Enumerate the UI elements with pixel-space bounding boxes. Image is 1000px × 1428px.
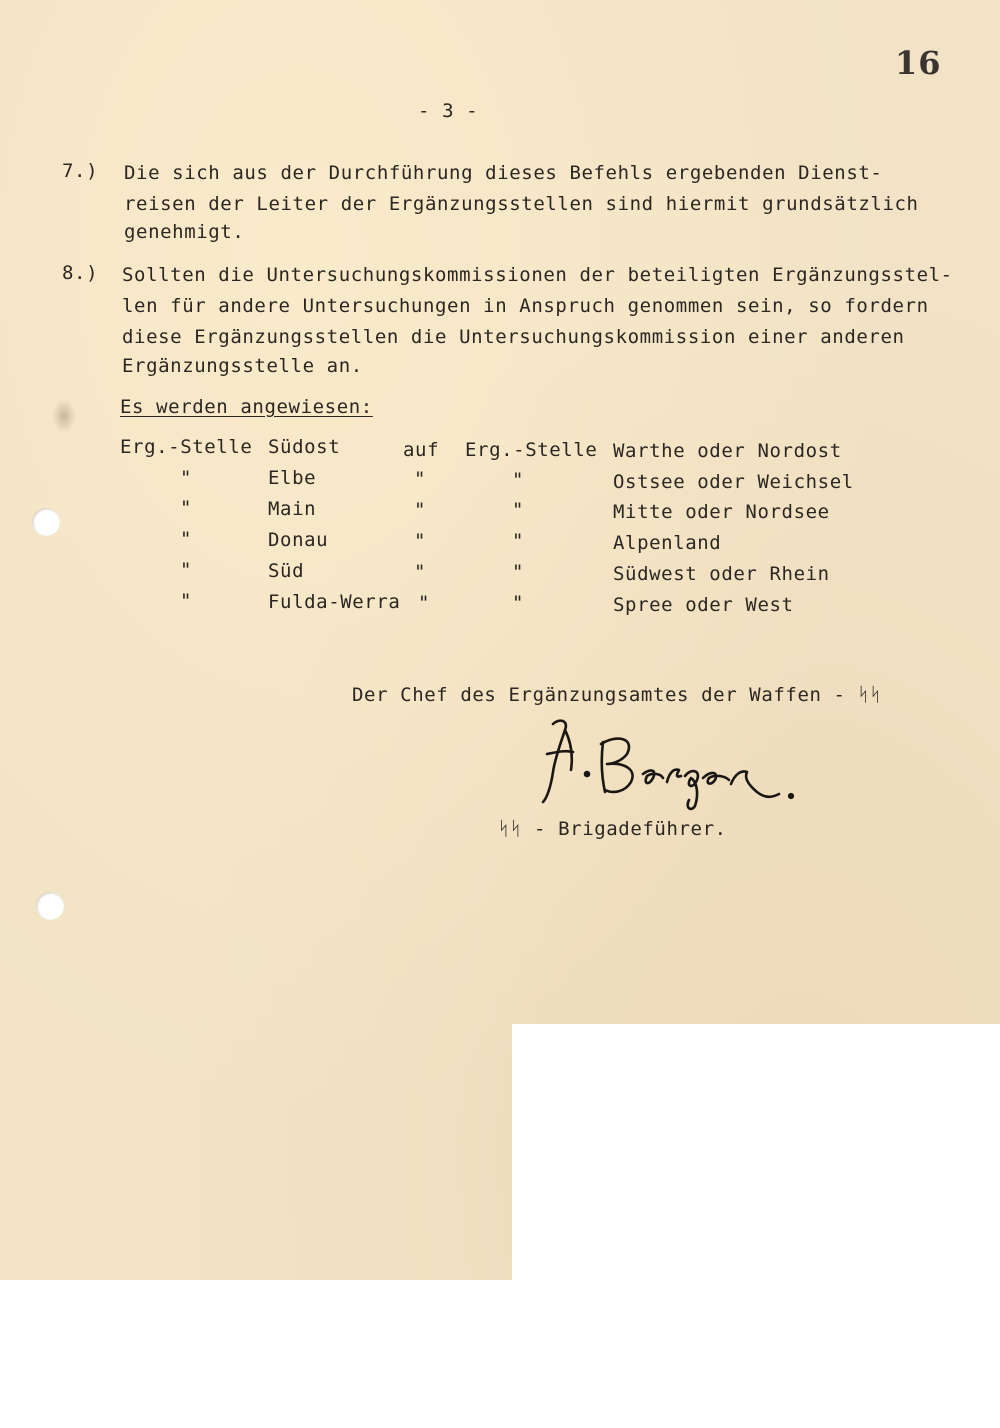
assignment-cell: " — [180, 590, 193, 612]
item-line: reisen der Leiter der Ergänzungsstellen sind hiermit grundsätzlich — [124, 193, 919, 215]
item-line: Die sich aus der Durchführung dieses Befehls ergebenden Dienst- — [124, 162, 883, 184]
assignment-cell: Spree oder West — [613, 594, 794, 616]
assignment-cell: " — [180, 559, 193, 581]
assignment-cell: Donau — [268, 529, 329, 551]
assignment-cell: Erg.-Stelle — [120, 436, 253, 458]
item-line: Sollten die Untersuchungskommissionen der beteiligten Ergänzungsstel- — [122, 264, 953, 286]
punch-hole-upper — [32, 508, 60, 536]
assignment-cell: Erg.-Stelle — [465, 439, 598, 461]
assignment-cell: Mitte oder Nordsee — [613, 501, 830, 523]
assignment-cell: " — [512, 469, 525, 491]
item-line: genehmigt. — [124, 221, 245, 243]
assignment-cell: " — [180, 497, 193, 519]
assignment-cell: " — [418, 592, 431, 614]
assignment-heading: Es werden angewiesen: — [120, 396, 373, 418]
assignment-cell: Südwest oder Rhein — [613, 563, 830, 585]
assignment-cell: " — [180, 467, 193, 489]
assignment-cell: " — [414, 530, 427, 552]
item-line: Ergänzungsstelle an. — [122, 355, 363, 377]
signer-rank: ᛋᛋ - Brigadeführer. — [498, 818, 727, 840]
assignment-cell: " — [512, 530, 525, 552]
assignment-cell: " — [414, 499, 427, 521]
item-number: 7.) — [62, 160, 99, 182]
blank-area — [512, 1024, 1000, 1280]
page-number-stamp: 16 — [895, 44, 942, 82]
page-marker: - 3 - — [418, 100, 479, 122]
item-line: len für andere Untersuchungen in Anspruch genommen sein, so fordern — [122, 295, 929, 317]
assignment-cell: Warthe oder Nordost — [613, 440, 842, 462]
assignment-cell: Südost — [268, 436, 341, 458]
item-number: 8.) — [62, 262, 99, 284]
closing-title: Der Chef des Ergänzungsamtes der Waffen - ᛋᛋ — [352, 684, 882, 706]
assignment-cell: auf — [403, 439, 440, 461]
item-line: diese Ergänzungsstellen die Untersuchungskommission einer anderen — [122, 326, 905, 348]
assignment-cell: " — [512, 499, 525, 521]
assignment-cell: " — [512, 561, 525, 583]
assignment-cell: " — [414, 468, 427, 490]
handwritten-signature — [535, 712, 805, 812]
assignment-cell: Main — [268, 498, 317, 520]
assignment-cell: " — [414, 561, 427, 583]
assignment-cell: " — [512, 592, 525, 614]
assignment-cell: Elbe — [268, 467, 317, 489]
paper-stain — [52, 398, 76, 434]
assignment-cell: Süd — [268, 560, 305, 582]
punch-hole-lower — [36, 892, 64, 920]
assignment-cell: Ostsee oder Weichsel — [613, 471, 854, 493]
assignment-cell: Fulda-Werra — [268, 591, 401, 613]
assignment-cell: Alpenland — [613, 532, 722, 554]
assignment-cell: " — [180, 528, 193, 550]
